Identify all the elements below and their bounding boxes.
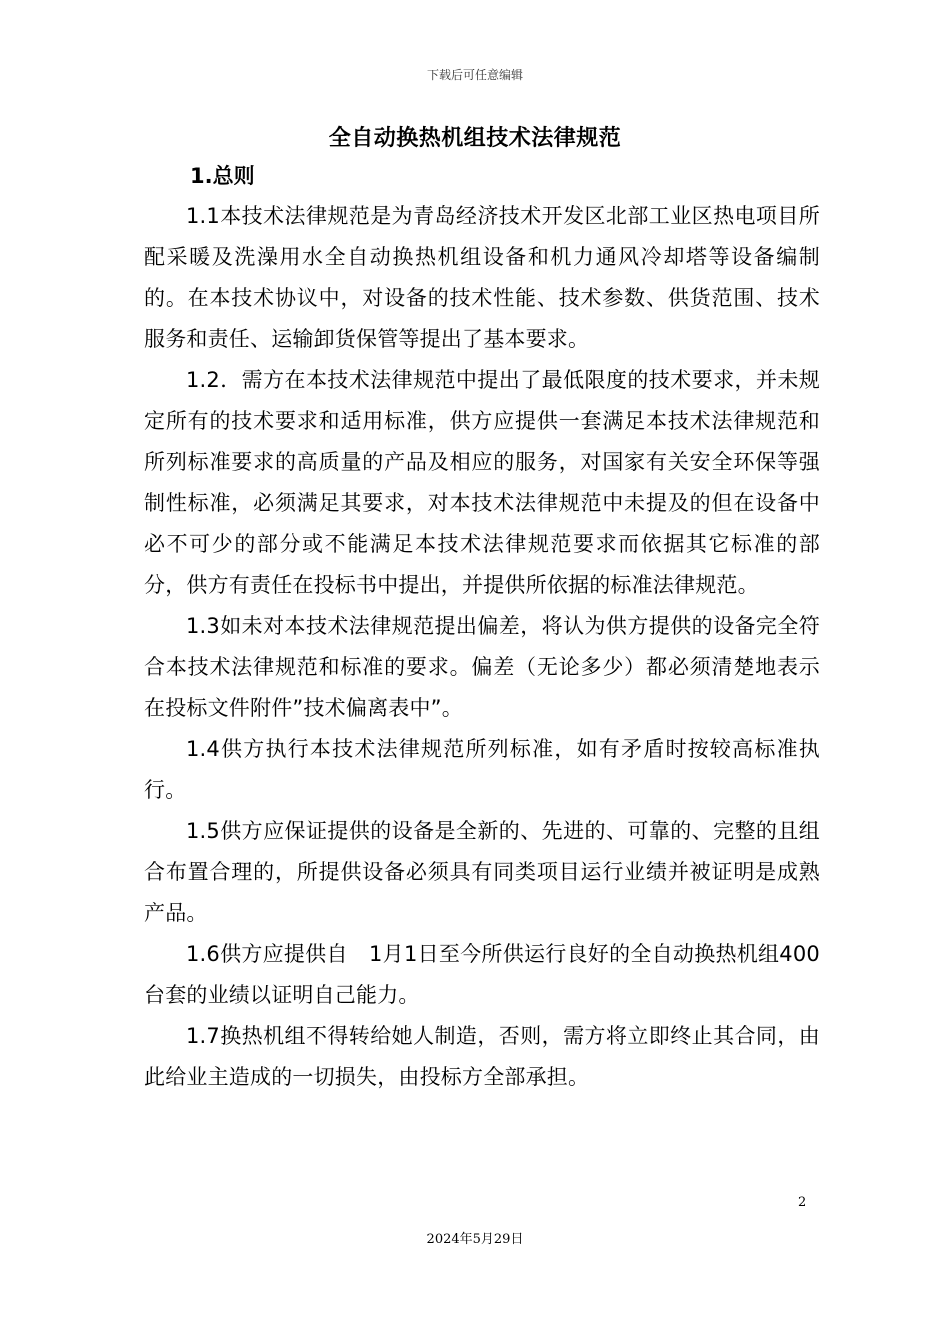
page-number: 2: [798, 1195, 807, 1210]
paragraph-1-4: 1.4供方执行本技术法律规范所列标准，如有矛盾时按较高标准执行。: [144, 737, 820, 802]
paragraph-1-2: 1.2．需方在本技术法律规范中提出了最低限度的技术要求，并未规定所有的技术要求和适用标准，供方应提供一套满足本技术法律规范和所列标准要求的高质量的产品及相应的服务，对国家有关安全环保等强制性标准，必须满足其要求，对本技术法律规范中未提及的但在设备中必不可少的部分或不能满足本技术法律规范要求而依据其它标准的部分，供方有责任在投标书中提出，并提供所依据的标准法律规范。: [144, 368, 820, 597]
section-heading: 1.总则: [190, 164, 255, 188]
page-header: 下载后可任意编辑: [426, 68, 523, 82]
document-title: 全自动换热机组技术法律规范: [328, 126, 622, 151]
footer-date: 2024年5月29日: [426, 1232, 524, 1247]
paragraph-1-5: 1.5供方应保证提供的设备是全新的、先进的、可靠的、完整的且组合布置合理的，所提供设备必须具有同类项目运行业绩并被证明是成熟产品。: [144, 819, 820, 925]
document-body: [144, 196, 820, 1098]
paragraph-1-1: 1.1本技术法律规范是为青岛经济技术开发区北部工业区热电项目所配采暖及洗澡用水全自动换热机组设备和机力通风冷却塔等设备编制的。在本技术协议中，对设备的技术性能、技术参数、供货范围、技术服务和责任、运输卸货保管等提出了基本要求。: [144, 204, 820, 351]
paragraph-1-3: 1.3如未对本技术法律规范提出偏差，将认为供方提供的设备完全符合本技术法律规范和标准的要求。偏差（无论多少）都必须清楚地表示在投标文件附件”技术偏离表中”。: [144, 614, 820, 720]
paragraph-1-7: 1.7换热机组不得转给她人制造，否则，需方将立即终止其合同，由此给业主造成的一切损失，由投标方全部承担。: [144, 1024, 820, 1089]
paragraph-1-6: 1.6供方应提供自 1月1日至今所供运行良好的全自动换热机组400台套的业绩以证明自己能力。: [144, 942, 820, 1007]
